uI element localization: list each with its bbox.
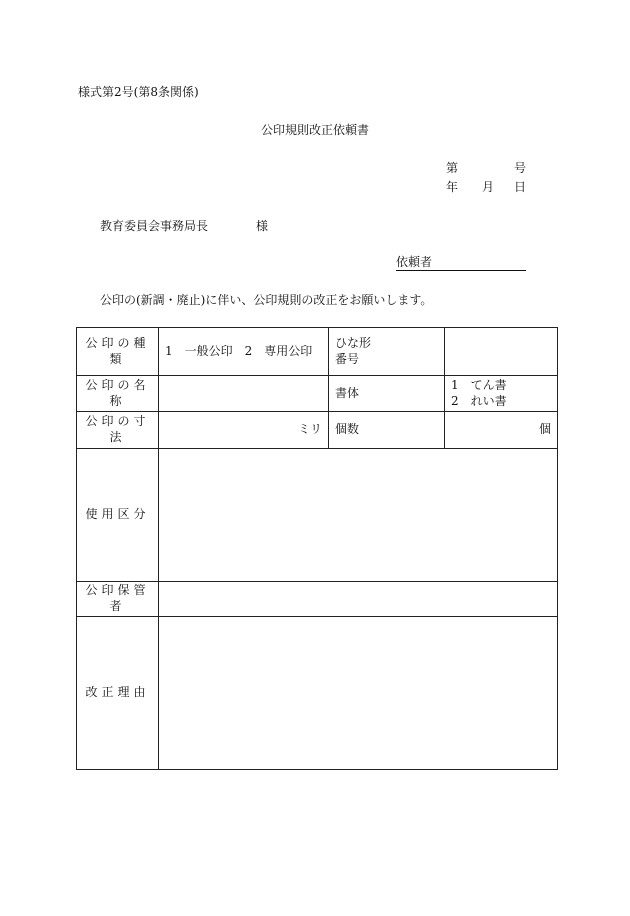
reason-field[interactable] xyxy=(159,617,558,770)
typeface-option-reisho[interactable]: 2 れい書 xyxy=(451,393,507,408)
table-row xyxy=(77,617,558,770)
request-form-table xyxy=(76,327,558,770)
seal-type-label: 公印の種類 xyxy=(77,328,159,376)
model-number-label-line1: ひな形 xyxy=(335,335,372,350)
requester-signature-line[interactable] xyxy=(396,270,526,271)
date-day-label: 日 xyxy=(514,180,527,194)
honorific: 様 xyxy=(256,219,269,233)
reason-label: 改正理由 xyxy=(77,617,159,770)
document-title: 公印規則改正依頼書 xyxy=(260,123,369,137)
seal-name-label: 公印の名称 xyxy=(77,376,159,412)
custodian-field[interactable] xyxy=(159,582,558,617)
typeface-option-tensho[interactable]: 1 てん書 xyxy=(451,377,507,392)
form-number: 様式第2号(第8条関係) xyxy=(78,85,199,99)
date-month-label: 月 xyxy=(482,180,495,194)
typeface-label: 書体 xyxy=(329,376,445,412)
seal-size-field[interactable] xyxy=(159,412,329,449)
model-number-label xyxy=(329,328,445,376)
custodian-label: 公印保管者 xyxy=(77,582,159,617)
table-row xyxy=(77,376,558,412)
table-row xyxy=(77,412,558,449)
table-row xyxy=(77,328,558,376)
typeface-options[interactable] xyxy=(445,376,558,412)
seal-size-label: 公印の寸法 xyxy=(77,412,159,449)
table-row xyxy=(77,582,558,617)
addressee: 教育委員会事務局長 xyxy=(100,219,209,233)
seal-name-field[interactable] xyxy=(159,376,329,412)
size-unit: ミリ xyxy=(297,422,322,437)
quantity-unit: 個 xyxy=(538,422,551,437)
document-number-suffix: 号 xyxy=(514,161,527,175)
date-year-label: 年 xyxy=(446,180,459,194)
model-number-label-line2: 番号 xyxy=(335,351,360,366)
requester-label: 依頼者 xyxy=(396,255,433,269)
table-row xyxy=(77,449,558,582)
quantity-label: 個数 xyxy=(329,412,445,449)
usage-label: 使用区分 xyxy=(77,449,159,582)
document-number-prefix: 第 xyxy=(446,161,459,175)
usage-field[interactable] xyxy=(159,449,558,582)
request-body-text: 公印の(新調・廃止)に伴い、公印規則の改正をお願いします。 xyxy=(100,293,433,307)
quantity-field[interactable] xyxy=(445,412,558,449)
model-number-field[interactable] xyxy=(445,328,558,376)
seal-type-options[interactable]: 1 一般公印 2 専用公印 xyxy=(159,328,329,376)
